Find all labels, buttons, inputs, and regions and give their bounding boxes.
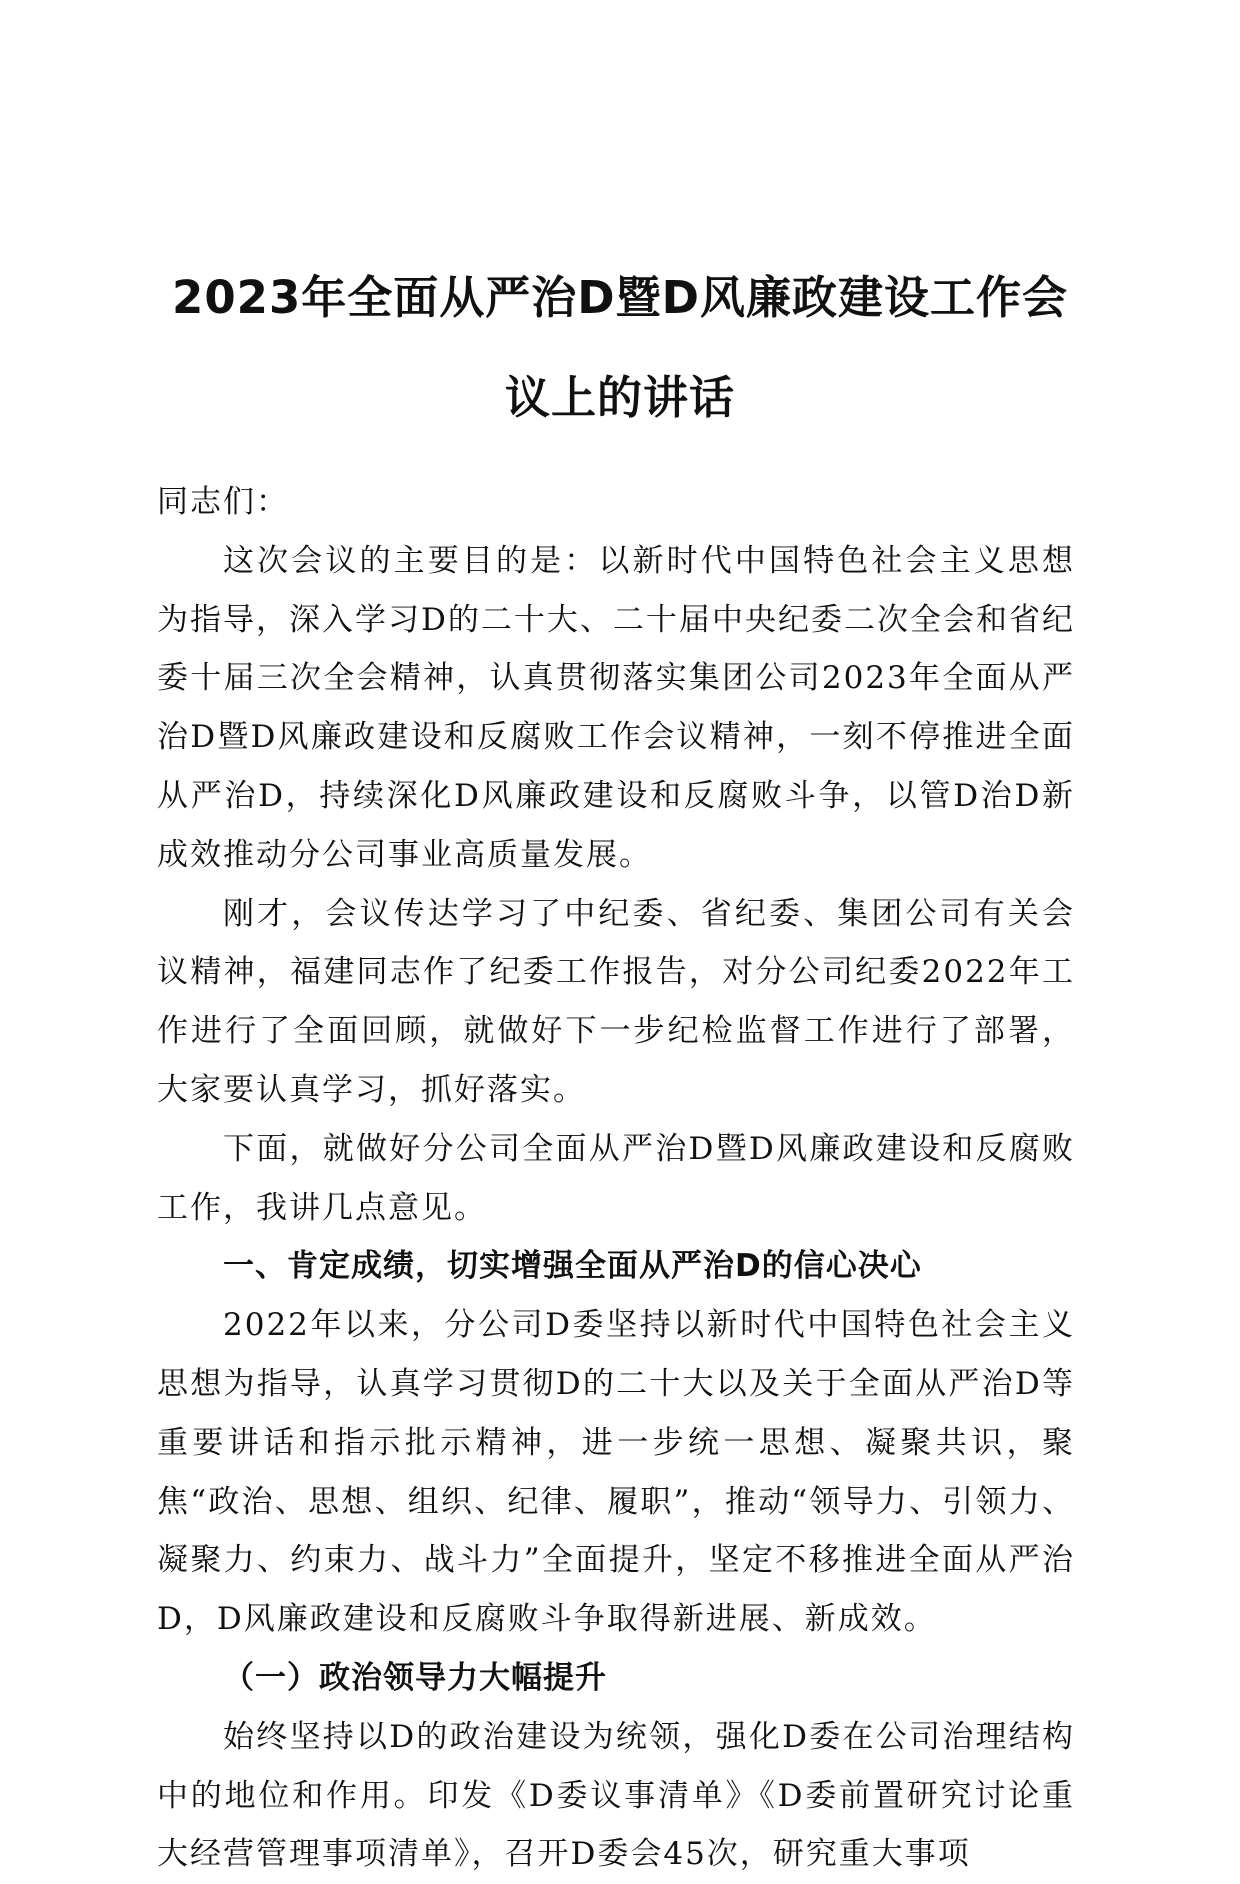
paragraph-achievements: 2022年以来，分公司D委坚持以新时代中国特色社会主义思想为指导，认真学习贯彻D的二十大以及关于全面从严治D等重要讲话和指示批示精神，进一步统一思想、凝聚共识，聚焦“政治、思想、组织、纪律、履职”，推动“领导力、引领力、凝聚力、约束力、战斗力”全面提升，坚定不移推进全面从严治D，D风廉政建设和反腐败斗争取得新进展、新成效。	[157, 1307, 1075, 1638]
subsection-heading-1: （一）政治领导力大幅提升	[223, 1659, 607, 1696]
document-title	[150, 248, 1090, 448]
paragraph-political-leadership: 始终坚持以D的政治建设为统领，强化D委在公司治理结构中的地位和作用。印发《D委议事清单》《D委前置研究讨论重大经营管理事项清单》，召开D委会45次，研究重大事项	[157, 1718, 1075, 1873]
section-heading-1: 一、肯定成绩，切实增强全面从严治D的信心决心	[223, 1248, 922, 1285]
document-body	[157, 473, 1075, 1884]
paragraph-purpose: 这次会议的主要目的是：以新时代中国特色社会主义思想为指导，深入学习D的二十大、二十届中央纪委二次全会和省纪委十届三次全会精神，认真贯彻落实集团公司2023年全面从严治D暨D风廉政建设和反腐败工作会议精神，一刻不停推进全面从严治D，持续深化D风廉政建设和反腐败斗争，以管D治D新成效推动分公司事业高质量发展。	[157, 542, 1075, 873]
paragraph-meeting-recap: 刚才，会议传达学习了中纪委、省纪委、集团公司有关会议精神，福建同志作了纪委工作报告，对分公司纪委2022年工作进行了全面回顾，就做好下一步纪检监督工作进行了部署，大家要认真学习，抓好落实。	[157, 895, 1075, 1108]
title-line-2: 议上的讲话	[504, 371, 735, 425]
paragraph-intro-opinions: 下面，就做好分公司全面从严治D暨D风廉政建设和反腐败工作，我讲几点意见。	[157, 1130, 1075, 1226]
title-line-1: 2023年全面从严治D暨D风廉政建设工作会	[172, 271, 1068, 325]
salutation: 同志们：	[157, 484, 289, 520]
